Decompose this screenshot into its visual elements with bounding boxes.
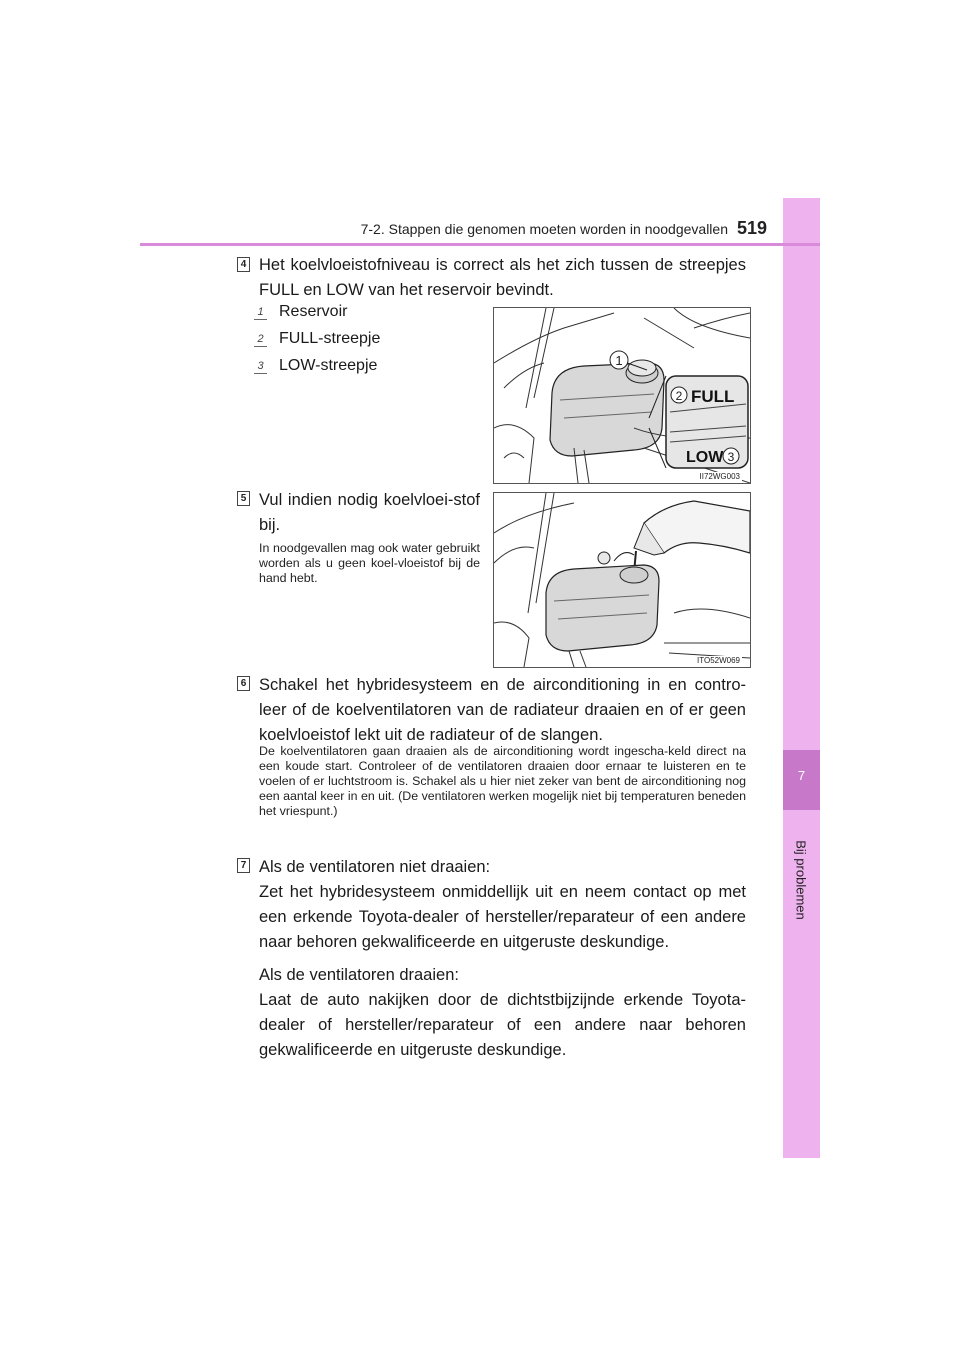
- chapter-number: 7: [797, 768, 806, 783]
- step-5-note: In noodgevallen mag ook water gebruikt worden als u geen koel-vloeistof bij de hand hebt.: [259, 541, 480, 585]
- callout-number-1: 1: [615, 353, 623, 368]
- step-6-note: De koelventilatoren gaan draaien als de airconditioning wordt ingescha-keld direct na een koude start. Controleer of de ventilatoren draaien door ernaar te luisteren en te voelen of er luchtstroom is. Schakel als u hier niet zeker van bent de airconditioning nog een aantal keer in en uit. (De ventilatoren werken mogelijk niet bij temperaturen beneden het vriespunt.): [259, 744, 746, 818]
- step-number-7: 7: [237, 858, 250, 873]
- figure-code: II72WG003: [699, 472, 740, 481]
- low-mark-label: LOW: [686, 449, 724, 466]
- step-number-6: 6: [237, 676, 250, 691]
- header-rule: [140, 243, 820, 246]
- callout-number-3: 3: [727, 450, 735, 464]
- legend-number-3: 3: [254, 360, 267, 373]
- legend-label-full: FULL-streepje: [279, 330, 381, 347]
- step-4-text: Het koelvloeistofniveau is correct als het zich tussen de streepjes FULL en LOW van het reservoir bevindt.: [259, 256, 746, 299]
- figure-reservoir-levels: [493, 307, 751, 484]
- step-7-fans-running: [259, 963, 746, 1063]
- figure-code: ITO52W069: [697, 656, 740, 665]
- reservoir-illustration: [494, 308, 750, 483]
- chapter-label: Bij problemen: [793, 840, 809, 920]
- page-number: 519: [737, 218, 768, 238]
- figure-refill-coolant: [493, 492, 751, 668]
- section-title: 7-2. Stappen die genomen moeten worden in noodgevallen: [360, 221, 728, 237]
- full-mark-label: FULL: [691, 387, 735, 406]
- callout-number-2: 2: [675, 389, 683, 403]
- legend-number-1: 1: [254, 306, 267, 319]
- step-7-condition-2: Als de ventilatoren draaien:: [259, 966, 459, 984]
- legend-label-low: LOW-streepje: [279, 357, 378, 374]
- step-7-condition-1: Als de ventilatoren niet draaien:: [259, 858, 491, 876]
- step-7-action-2: Laat de auto nakijken door de dichtstbijzijnde erkende Toyota-dealer of hersteller/reparateur of een andere naar behoren gekwalificeerde en uitgeruste deskundige.: [259, 991, 746, 1059]
- step-6-text: Schakel het hybridesysteem en de airconditioning in en contro-leer of de koelventilatoren van de radiateur draaien en of er geen koelvloeistof lekt uit de radiateur of de slangen.: [259, 676, 746, 744]
- step-number-5: 5: [237, 491, 250, 506]
- step-5-text: Vul indien nodig koelvloei-stof bij.: [259, 491, 480, 534]
- legend-number-2: 2: [254, 333, 267, 346]
- step-number-4: 4: [237, 257, 250, 272]
- step-7-action-1: Zet het hybridesysteem onmiddellijk uit en neem contact op met een erkende Toyota-dealer of hersteller/reparateur of een andere naar behoren gekwalificeerde en uitgeruste deskundige.: [259, 883, 746, 951]
- step-7-fans-not-running: [259, 855, 746, 955]
- refill-illustration: [494, 493, 750, 667]
- side-tab: [783, 198, 820, 1158]
- legend-label-reservoir: Reservoir: [279, 303, 348, 320]
